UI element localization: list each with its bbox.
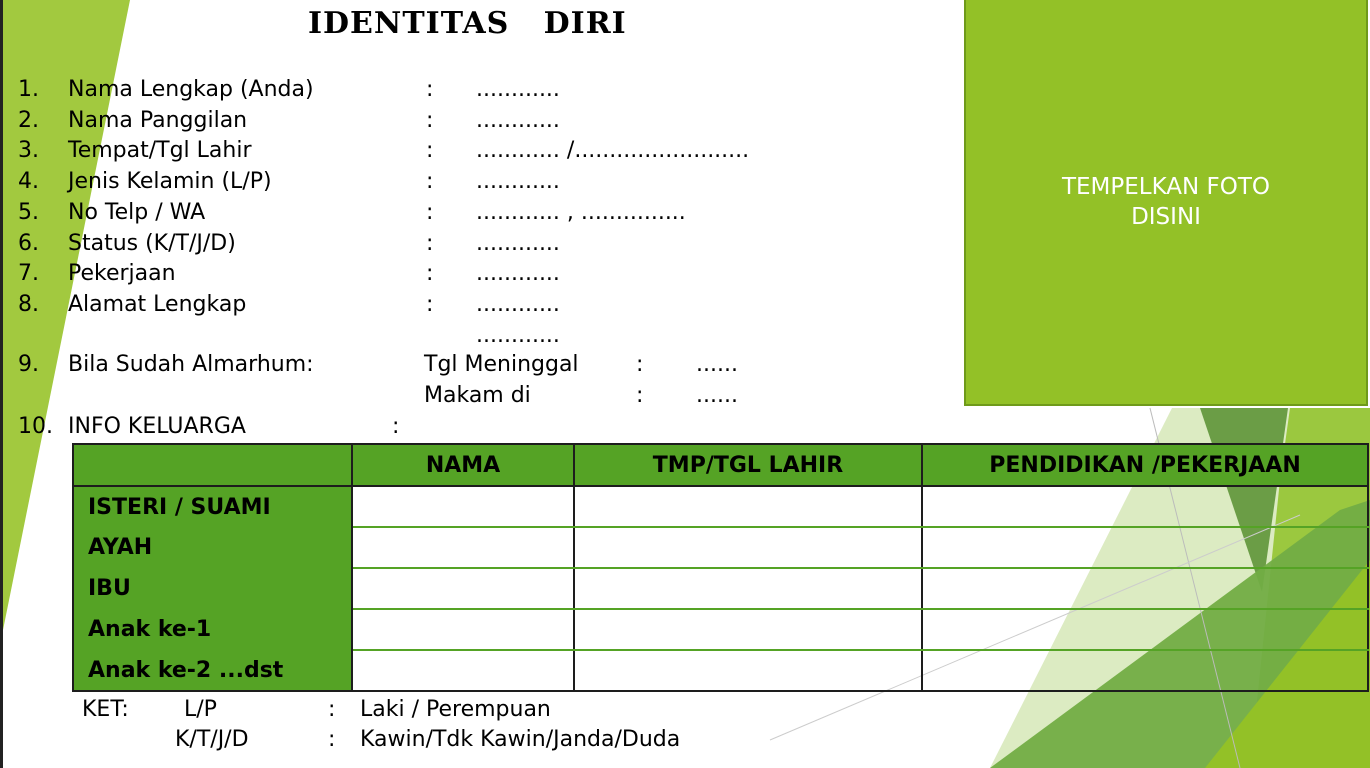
table-header-row xyxy=(73,444,1368,486)
ket-desc: Laki / Perempuan xyxy=(360,697,551,722)
makam-label: Makam di xyxy=(424,383,531,408)
row-label: AYAH xyxy=(73,527,352,568)
cell-tmp-tgl-lahir[interactable] xyxy=(574,609,922,650)
table-row xyxy=(73,609,1368,650)
form-field xyxy=(0,75,900,105)
header-empty xyxy=(73,444,352,486)
field-value[interactable]: ............ , ............... xyxy=(476,199,686,225)
field-label: Tempat/Tgl Lahir xyxy=(68,138,252,164)
cell-nama[interactable] xyxy=(352,486,574,527)
field-number: 9. xyxy=(18,352,39,377)
row-label: Anak ke-2 ...dst xyxy=(73,650,352,691)
family-table xyxy=(72,443,1369,692)
colon: : xyxy=(426,107,434,133)
page-title: IDENTITAS DIRI xyxy=(308,6,627,41)
cell-nama[interactable] xyxy=(352,568,574,609)
field-number: 6. xyxy=(18,230,39,256)
table-row xyxy=(73,486,1368,527)
header-nama: NAMA xyxy=(352,444,574,486)
form-field xyxy=(0,167,900,197)
field-makam xyxy=(0,381,900,411)
form-field xyxy=(0,229,900,259)
field-number: 7. xyxy=(18,261,39,287)
cell-tmp-tgl-lahir[interactable] xyxy=(574,568,922,609)
ket-colon: : xyxy=(328,727,336,752)
photo-placeholder[interactable] xyxy=(964,0,1368,406)
form-field xyxy=(0,290,900,320)
ket-code: L/P xyxy=(184,697,217,722)
cell-tmp-tgl-lahir[interactable] xyxy=(574,527,922,568)
field-value[interactable]: ............ xyxy=(476,107,560,133)
colon: : xyxy=(426,169,434,195)
header-pendidikan: PENDIDIKAN /PEKERJAAN xyxy=(922,444,1368,486)
form-field xyxy=(0,321,900,351)
colon: : xyxy=(426,261,434,287)
field-value[interactable]: ............ xyxy=(476,261,560,287)
row-label: IBU xyxy=(73,568,352,609)
field-label: No Telp / WA xyxy=(68,199,206,225)
cell-tmp-tgl-lahir[interactable] xyxy=(574,486,922,527)
field-almarhum xyxy=(0,350,900,380)
colon: : xyxy=(426,77,434,102)
cell-tmp-tgl-lahir[interactable] xyxy=(574,650,922,691)
ket-colon: : xyxy=(328,697,336,722)
makam-value[interactable]: ...... xyxy=(696,383,738,408)
cell-pendidikan[interactable] xyxy=(922,527,1368,568)
field-number: 8. xyxy=(18,291,39,317)
colon: : xyxy=(426,230,434,256)
field-number: 3. xyxy=(18,138,39,164)
form-field xyxy=(0,259,900,289)
field-number: 10. xyxy=(18,414,53,439)
field-label: Jenis Kelamin (L/P) xyxy=(68,169,272,195)
form-field xyxy=(0,198,900,228)
field-value[interactable]: ............ xyxy=(476,77,560,102)
colon: : xyxy=(426,199,434,225)
row-label: ISTERI / SUAMI xyxy=(73,486,352,527)
field-label: INFO KELUARGA xyxy=(68,414,246,439)
tgl-meninggal-label: Tgl Meninggal xyxy=(424,352,579,377)
colon: : xyxy=(636,352,644,377)
tgl-meninggal-value[interactable]: ...... xyxy=(696,352,738,377)
field-value[interactable]: ............ /......................... xyxy=(476,138,750,164)
cell-nama[interactable] xyxy=(352,609,574,650)
photo-line2: DISINI xyxy=(1131,204,1201,230)
ket-code: K/T/J/D xyxy=(175,727,249,752)
table-row xyxy=(73,650,1368,691)
row-label: Anak ke-1 xyxy=(73,609,352,650)
table-row xyxy=(73,527,1368,568)
field-label: Nama Panggilan xyxy=(68,107,248,133)
colon: : xyxy=(426,138,434,164)
cell-nama[interactable] xyxy=(352,527,574,568)
colon: : xyxy=(426,291,434,317)
ket-label: KET: xyxy=(82,697,129,722)
field-number: 1. xyxy=(18,77,39,102)
field-info-keluarga xyxy=(0,412,900,442)
field-value[interactable]: ............ xyxy=(476,169,560,195)
ket-desc: Kawin/Tdk Kawin/Janda/Duda xyxy=(360,727,681,752)
table-row xyxy=(73,568,1368,609)
field-label: Bila Sudah Almarhum: xyxy=(68,352,314,377)
field-number: 5. xyxy=(18,199,39,225)
field-label: Alamat Lengkap xyxy=(68,291,247,317)
cell-pendidikan[interactable] xyxy=(922,486,1368,527)
field-value[interactable]: ............ xyxy=(476,291,560,317)
header-tmp-tgl-lahir: TMP/TGL LAHIR xyxy=(574,444,922,486)
colon: : xyxy=(392,414,400,439)
photo-line1: TEMPELKAN FOTO xyxy=(1061,174,1271,200)
form-field xyxy=(0,106,900,136)
field-label: Pekerjaan xyxy=(68,261,176,287)
cell-pendidikan[interactable] xyxy=(922,609,1368,650)
form-field xyxy=(0,136,900,166)
cell-pendidikan[interactable] xyxy=(922,568,1368,609)
field-label: Nama Lengkap (Anda) xyxy=(68,77,314,102)
field-number: 2. xyxy=(18,107,39,133)
field-value[interactable]: ............ xyxy=(476,230,560,256)
field-value[interactable]: ............ xyxy=(476,322,560,348)
colon: : xyxy=(636,383,644,408)
field-label: Status (K/T/J/D) xyxy=(68,230,236,256)
field-number: 4. xyxy=(18,169,39,195)
cell-nama[interactable] xyxy=(352,650,574,691)
cell-pendidikan[interactable] xyxy=(922,650,1368,691)
